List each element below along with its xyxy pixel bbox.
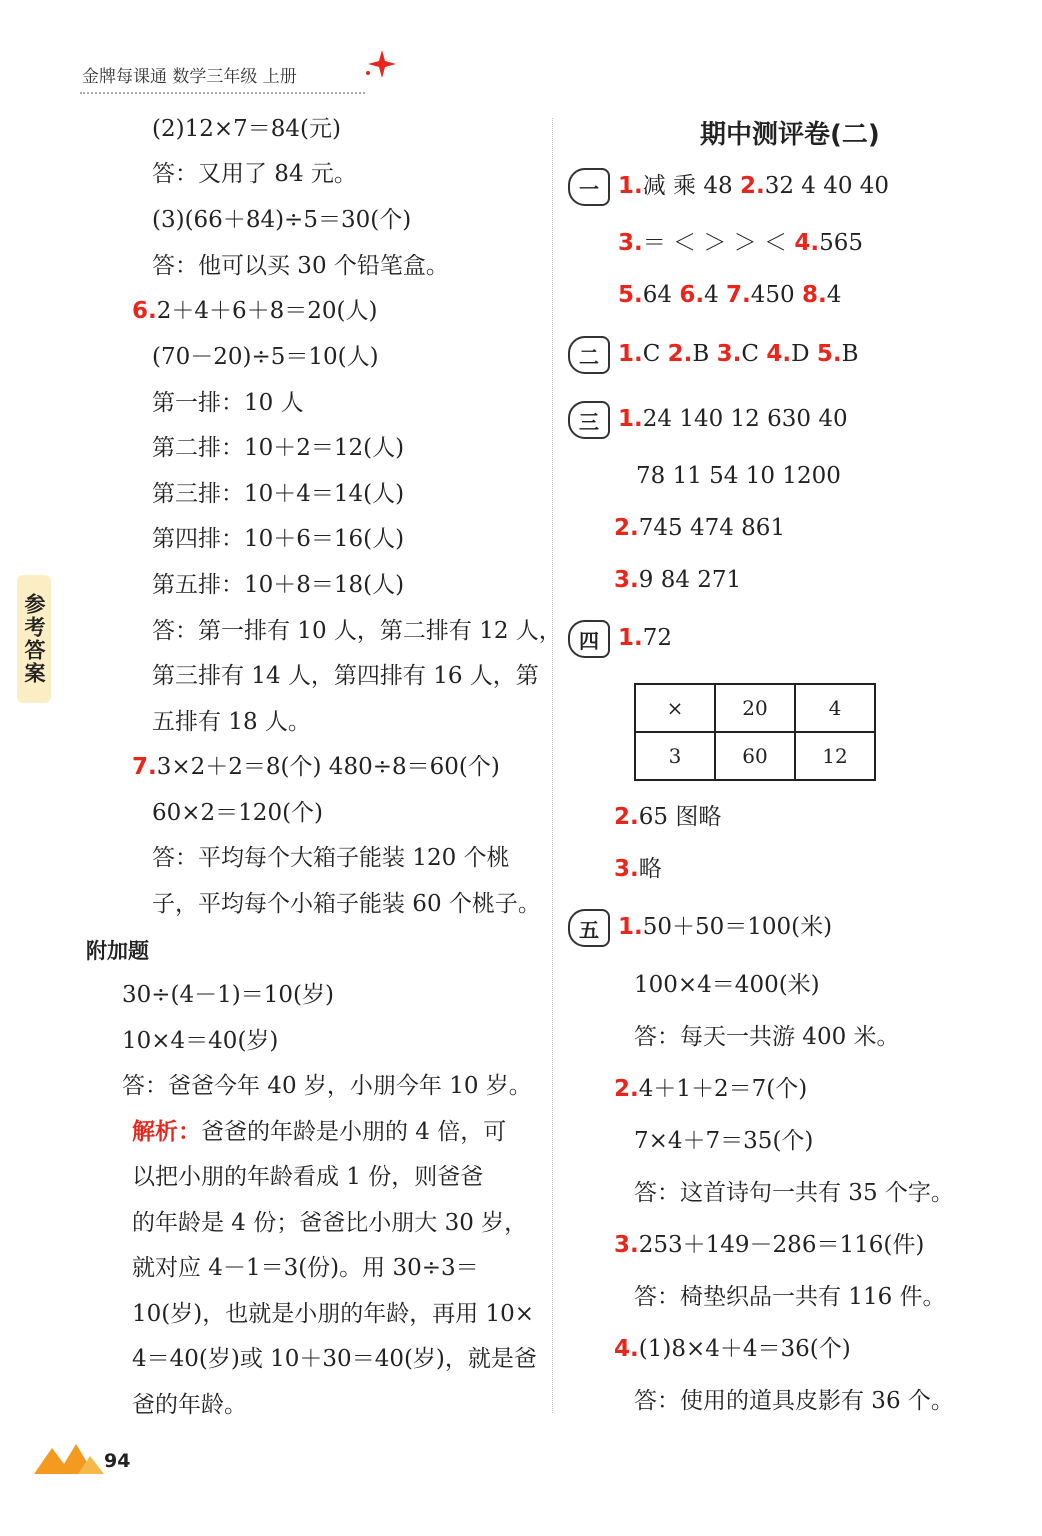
answer-text: 3×2＋2＝8(个) 480÷8＝60(个) xyxy=(156,754,500,780)
answer-line: 答：又用了 84 元。 xyxy=(152,161,357,187)
answer-text: ＝ ＜ ＞ ＞ ＜ xyxy=(642,230,795,256)
answer-line: 30÷(4－1)＝10(岁) xyxy=(122,982,334,1008)
question-number: 1. xyxy=(618,341,643,367)
answer-line: 10×4＝40(岁) xyxy=(122,1028,279,1054)
question-number: 3. xyxy=(614,567,639,593)
answer-line: 答：第一排有 10 人，第二排有 12 人， xyxy=(152,618,562,644)
table-cell: 60 xyxy=(715,732,795,780)
answer-text: 32 4 40 40 xyxy=(764,173,890,199)
answer-line: 答：爸爸今年 40 岁，小朋今年 10 岁。 xyxy=(122,1073,532,1099)
question-number: 2. xyxy=(614,1076,639,1102)
question-number: 7. xyxy=(726,282,751,308)
answer-line: (3)(66＋84)÷5＝30(个) xyxy=(152,207,412,233)
question-number: 3. xyxy=(614,856,639,882)
question-number: 7. xyxy=(132,754,157,780)
answer-row xyxy=(614,1074,807,1104)
answer-line: 7×4＋7＝35(个) xyxy=(634,1128,814,1154)
section-badge-1: 一 xyxy=(568,168,610,206)
answer-row xyxy=(614,802,721,832)
answer-line: 答：椅垫织品一共有 116 件。 xyxy=(634,1284,946,1310)
answer-text: 450 xyxy=(750,282,802,308)
answer-row xyxy=(614,565,741,595)
analysis-line: 就对应 4－1＝3(份)。用 30÷3＝ xyxy=(132,1255,479,1281)
question-number: 8. xyxy=(802,282,827,308)
answer-line: (70－20)÷5＝10(人) xyxy=(152,344,379,370)
analysis-line: 爸的年龄。 xyxy=(132,1392,247,1418)
answer-line: 第三排：10＋4＝14(人) xyxy=(152,481,405,507)
answer-text: 50＋50＝100(米) xyxy=(642,914,833,940)
section-badge-5: 五 xyxy=(568,909,610,947)
question-7 xyxy=(132,752,500,782)
answer-row xyxy=(618,623,672,653)
answer-line: (2)12×7＝84(元) xyxy=(152,116,341,142)
answer-row xyxy=(614,1230,924,1260)
question-number: 4. xyxy=(614,1336,639,1362)
page-number: 94 xyxy=(104,1450,131,1472)
answer-text: 72 xyxy=(642,625,673,651)
section-badge-4: 四 xyxy=(568,620,610,658)
answer-line: 答：他可以买 30 个铅笔盒。 xyxy=(152,253,449,279)
question-number: 5. xyxy=(618,282,643,308)
analysis-label: 解析： xyxy=(132,1119,201,1145)
analysis-text: 爸爸的年龄是小朋的 4 倍，可 xyxy=(201,1119,507,1145)
header-title: 金牌每课通 数学三年级 上册 xyxy=(82,67,297,87)
answer-text: (1)8×4＋4＝36(个) xyxy=(638,1336,851,1362)
answer-text: 4 xyxy=(826,282,842,308)
answer-line: 答：使用的道具皮影有 36 个。 xyxy=(634,1388,954,1414)
answer-row xyxy=(618,339,858,369)
answer-text: D xyxy=(791,341,817,367)
question-number: 6. xyxy=(132,298,157,324)
table-row xyxy=(635,732,875,780)
question-number: 1. xyxy=(618,173,643,199)
answer-line: 60×2＝120(个) xyxy=(152,800,324,826)
answer-line: 第五排：10＋8＝18(人) xyxy=(152,572,405,598)
answer-line: 第一排：10 人 xyxy=(152,390,304,416)
section-badge-3: 三 xyxy=(568,401,610,439)
answer-text: B xyxy=(692,341,717,367)
answer-line: 答：平均每个大箱子能装 120 个桃 xyxy=(152,845,510,871)
question-number: 1. xyxy=(618,914,643,940)
table-cell: 12 xyxy=(795,732,875,780)
analysis-line: 4＝40(岁)或 10＋30＝40(岁)，就是爸 xyxy=(132,1346,537,1372)
answer-line: 答：这首诗句一共有 35 个字。 xyxy=(634,1180,954,1206)
extra-question-heading: 附加题 xyxy=(86,939,149,963)
table-cell: 4 xyxy=(795,684,875,732)
answer-text: 24 140 12 630 40 xyxy=(642,406,848,432)
answer-text: 减 乘 48 xyxy=(642,173,740,199)
question-number: 2. xyxy=(614,515,639,541)
answer-text: C xyxy=(741,341,767,367)
answer-line: 100×4＝400(米) xyxy=(634,972,820,998)
answer-text: 565 xyxy=(819,230,863,256)
header-rule xyxy=(80,92,365,94)
answer-line: 子，平均每个小箱子能装 60 个桃子。 xyxy=(152,891,541,917)
table-cell: 20 xyxy=(715,684,795,732)
analysis-line: 以把小朋的年龄看成 1 份，则爸爸 xyxy=(132,1164,484,1190)
question-number: 2. xyxy=(667,341,693,367)
question-6 xyxy=(132,296,378,326)
answer-text: 64 xyxy=(642,282,680,308)
question-number: 3. xyxy=(614,1232,639,1258)
question-number: 4. xyxy=(766,341,792,367)
answer-text: 9 84 271 xyxy=(638,567,742,593)
column-divider xyxy=(552,118,553,1413)
answer-line: 78 11 54 10 1200 xyxy=(636,463,841,489)
answer-row xyxy=(614,513,785,543)
answer-row xyxy=(614,854,662,884)
answer-text: 65 图略 xyxy=(638,804,722,830)
question-number: 2. xyxy=(614,804,639,830)
question-number: 1. xyxy=(618,625,643,651)
answer-line: 答：每天一共游 400 米。 xyxy=(634,1024,900,1050)
answer-row xyxy=(618,171,889,201)
answer-text: 略 xyxy=(638,856,662,882)
section-title: 期中测评卷(二) xyxy=(700,120,880,150)
analysis-line xyxy=(132,1117,506,1147)
question-number: 4. xyxy=(794,230,820,256)
question-number: 2. xyxy=(739,173,765,199)
question-number: 3. xyxy=(618,230,643,256)
section-badge-2: 二 xyxy=(568,336,610,374)
question-number: 6. xyxy=(679,282,705,308)
answer-line: 第四排：10＋6＝16(人) xyxy=(152,526,405,552)
answer-text: 253＋149－286＝116(件) xyxy=(638,1232,925,1258)
question-number: 1. xyxy=(618,406,643,432)
answer-row xyxy=(618,912,832,942)
answer-text: 4＋1＋2＝7(个) xyxy=(638,1076,808,1102)
analysis-line: 10(岁)，也就是小朋的年龄，再用 10× xyxy=(132,1301,535,1327)
answer-text: 745 474 861 xyxy=(638,515,786,541)
multiplication-table xyxy=(634,683,876,781)
table-cell: 3 xyxy=(635,732,715,780)
answer-line: 第二排：10＋2＝12(人) xyxy=(152,435,405,461)
question-number: 5. xyxy=(816,341,842,367)
sparkle-icon xyxy=(360,48,400,82)
question-number: 3. xyxy=(716,341,742,367)
answer-line: 五排有 18 人。 xyxy=(152,709,311,735)
mountain-icon xyxy=(34,1438,106,1476)
table-row xyxy=(635,684,875,732)
answer-text: 4 xyxy=(704,282,727,308)
analysis-line: 的年龄是 4 份；爸爸比小朋大 30 岁， xyxy=(132,1210,528,1236)
answer-text: C xyxy=(642,341,668,367)
table-cell: × xyxy=(635,684,715,732)
answer-row xyxy=(614,1334,851,1364)
answer-row xyxy=(618,228,863,258)
answer-row xyxy=(618,280,841,310)
answer-text: B xyxy=(841,341,859,367)
answer-line: 第三排有 14 人，第四排有 16 人，第 xyxy=(152,663,539,689)
answer-text: 2＋4＋6＋8＝20(人) xyxy=(156,298,378,324)
answer-row xyxy=(618,404,848,434)
side-tab-answers: 参考答案 xyxy=(17,575,51,703)
